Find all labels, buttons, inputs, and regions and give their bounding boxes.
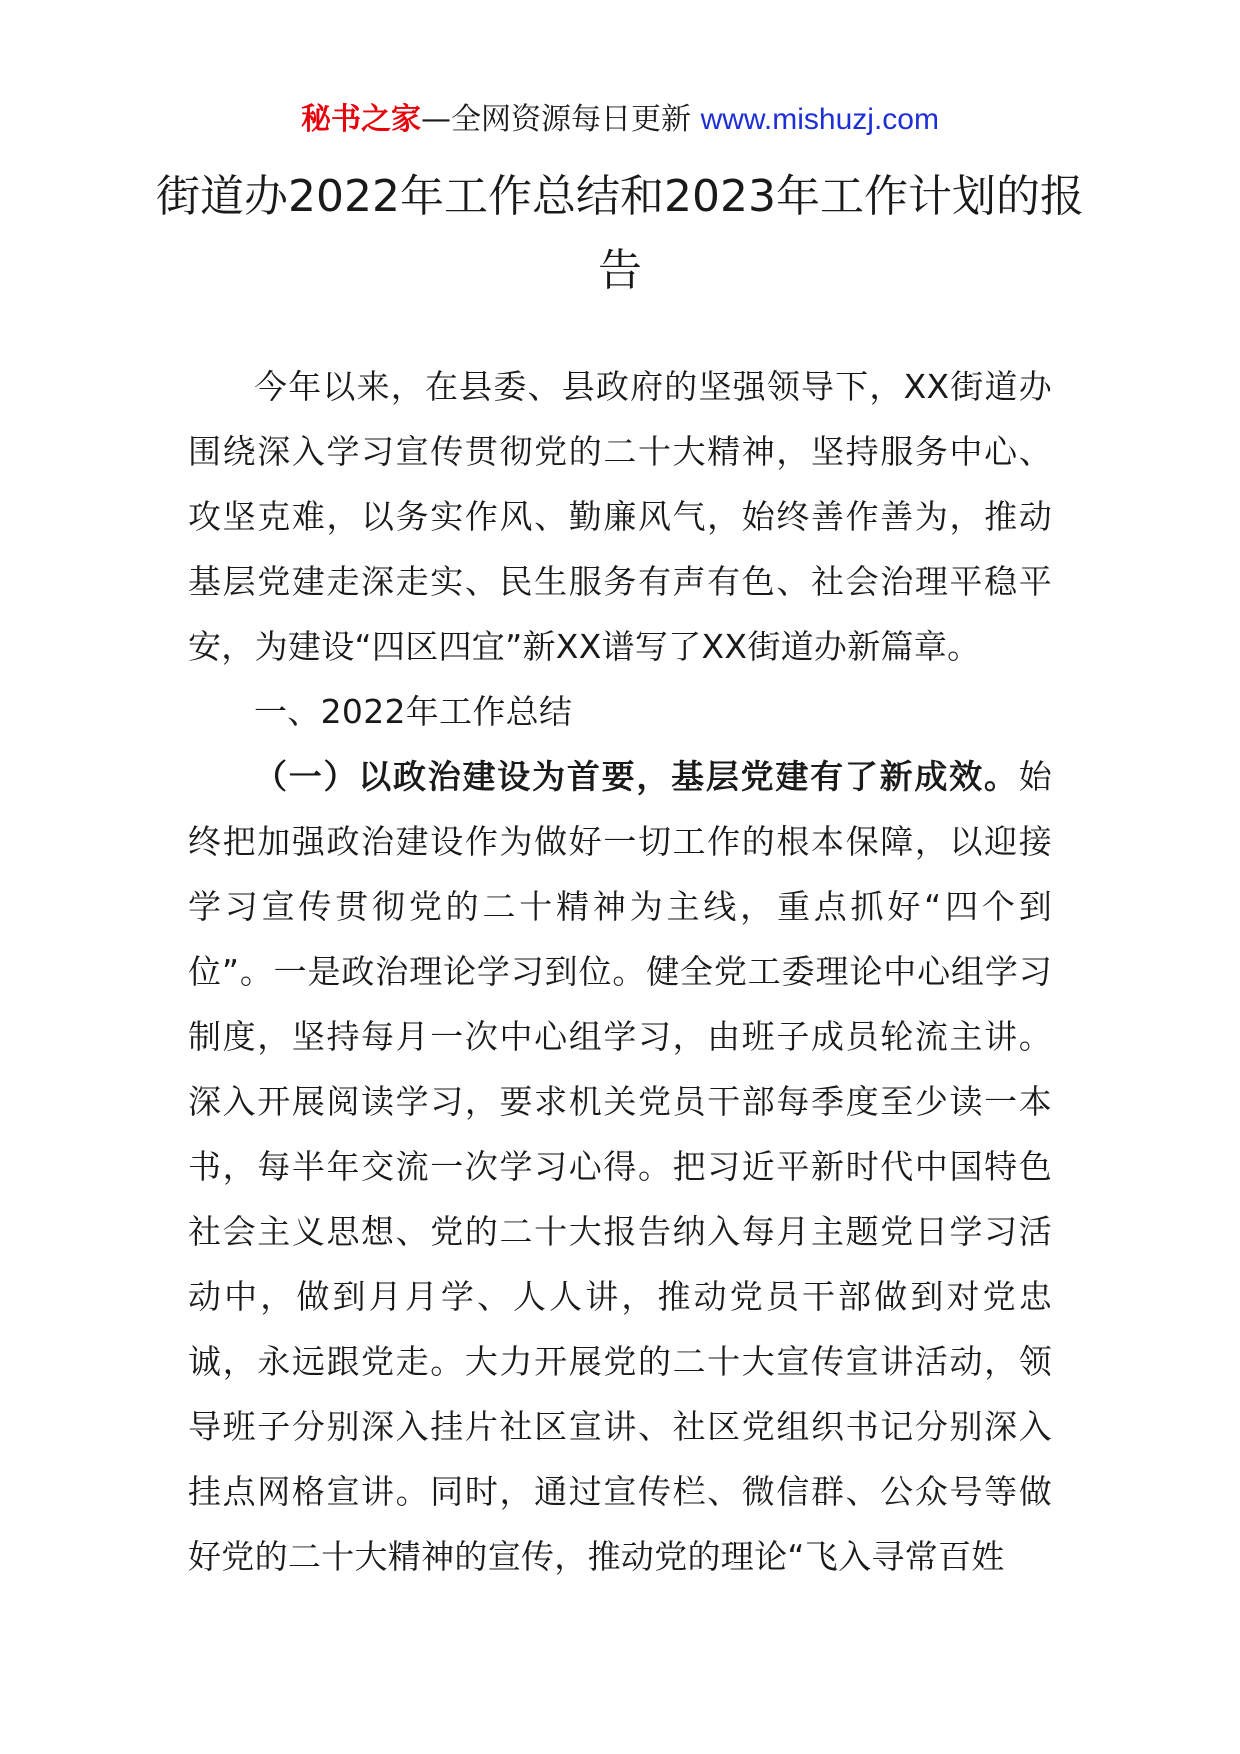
site-header xyxy=(0,100,1240,140)
item-text: 始终把加强政治建设作为做好一切工作的根本保障，以迎接学习宣传贯彻党的二十精神为主线，重点抓好“四个到位”。一是政治理论学习到位。健全党工委理论中心组学习制度，坚持每月一次中心组学习，由班子成员轮流主讲。深入开展阅读学习，要求机关党员干部每季度至少读一本书，每半年交流一次学习心得。把习近平新时代中国特色社会主义思想、党的二十大报告纳入每月主题党日学习活动中，做到月月学、人人讲，推动党员干部做到对党忠诚，永远跟党走。大力开展党的二十大宣传宣讲活动，领导班子分别深入挂片社区宣讲、社区党组织书记分别深入挂点网格宣讲。同时，通过宣传栏、微信群、公众号等做好党的二十大精神的宣传，推动党的理论“飞入寻常百姓 xyxy=(188,757,1052,1576)
brand-name: 秘书之家 xyxy=(301,102,422,137)
item-lead: （一）以政治建设为首要，基层党建有了新成效。 xyxy=(254,757,1019,796)
intro-paragraph: 今年以来，在县委、县政府的坚强领导下，XX街道办围绕深入学习宣传贯彻党的二十大精神，坚持服务中心、攻坚克难，以务实作风、勤廉风气，始终善作善为，推动基层党建走深走实、民生服务有声有色、社会治理平稳平安，为建设“四区四宜”新XX谱写了XX街道办新篇章。 xyxy=(188,367,1052,666)
document-title: 街道办2022年工作总结和2023年工作计划的报告 xyxy=(156,171,1084,296)
section-heading: 一、2022年工作总结 xyxy=(254,692,573,731)
document-body xyxy=(188,354,1052,1589)
item-paragraph xyxy=(188,744,1052,1589)
header-tagline: —全网资源每日更新 xyxy=(421,102,692,137)
site-url[interactable]: www.mishuzj.com xyxy=(700,103,939,136)
